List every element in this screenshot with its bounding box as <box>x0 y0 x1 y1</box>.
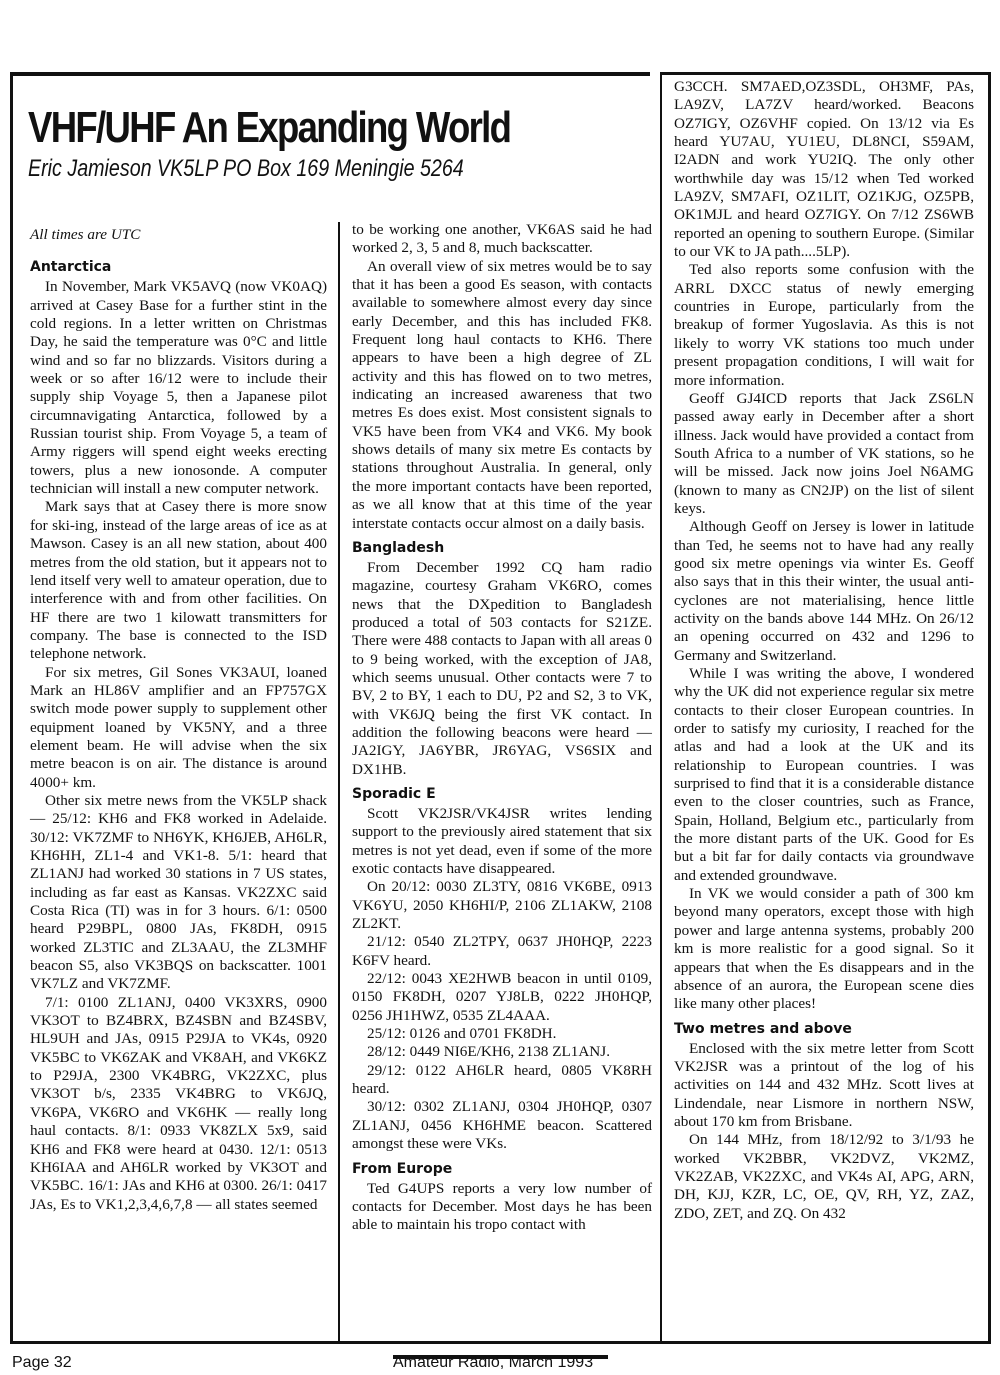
heading-from-europe: From Europe <box>352 1160 453 1177</box>
column-1 <box>30 226 327 1214</box>
paragraph: to be working one another, VK6AS said he had worked 2, 3, 5 and 8, much backscatter. <box>352 221 652 257</box>
paragraph: For six metres, Gil Sones VK3AUI, loaned Mark an HL86V amplifier and an FP757GX switch mode power supply to supplement other equipment loaned by VK5NY, and a three element beam. He will advise when the six metre beacon is on air. The distance is around 4000+ km. <box>30 663 327 791</box>
utc-note: All times are UTC <box>30 226 141 243</box>
article-byline: Eric Jamieson VK5LP PO Box 169 Meningie 5264 <box>28 155 464 182</box>
paragraph: Although Geoff on Jersey is lower in latitude than Ted, he seems not to have had any really good six metre openings via winter Es. Geoff also says that in this their winter, the usual anti-cyclones are not materialising, hence little activity on the bands above 144 MHz. On 26/12 an opening occurred on 432 and 1296 to Germany and Switzerland. <box>674 518 974 664</box>
paragraph: An overall view of six metres would be to say that it has been a good Es season, with contacts available to somewhere almost every day since early December, and this has included FK8. Frequent long haul contacts to KH6. There appears to have been a high degree of ZL activity and this has flowed on to two metres, indicating an increased awareness that two metres Es does exist. Most consistent signals to VK5 have been from VK4 and VK6. My book shows details of many six metre Es contacts by stations throughout Australia. In general, only the more important contacts have been reported, as we all know that at this time of the year interstate contacts occur almost on a daily basis. <box>352 257 652 532</box>
paragraph: Mark says that at Casey there is more snow for ski-ing, instead of the large areas of ice as at Mawson. Casey is an all new station, about 400 metres from the old station, but it appears not to lend itself very well to amateur operation, due to interference with and from other facilities. On HF there are two 1 kilowatt transmitters for company. The base is connected to the ISD telephone network. <box>30 498 327 663</box>
column-3 <box>674 78 974 1223</box>
heading-sporadic-e: Sporadic E <box>352 785 436 802</box>
frame-left-rule <box>10 72 13 1344</box>
paragraph: 25/12: 0126 and 0701 FK8DH. <box>367 1025 557 1043</box>
paragraph: Scott VK2JSR/VK4JSR writes lending support to the previously aired statement that six metres is not yet dead, even if some of the more exotic contacts have disappeared. <box>352 804 652 877</box>
paragraph: 30/12: 0302 ZL1ANJ, 0304 JH0HQP, 0307 ZL1ANJ, 0456 KH6HME beacon. Scattered amongst these were VKs. <box>352 1098 652 1153</box>
paragraph: In VK we would consider a path of 300 km beyond many operators, except those with high power and large antenna systems, probably 200 km is more realistic for a good signal. So it appears that when the Es disappears and in the absence of an aurora, the European scene dies like many other places! <box>674 885 974 1013</box>
paragraph: Other six metre news from the VK5LP shack — 25/12: KH6 and FK8 worked in Adelaide. 30/12: VK7ZMF to NH6YK, KH6JEB, AH6LR, KH6HH, ZL1-4 and VK1-8. 5/1: heard that ZL1ANJ had worked 30 stations in 7 US states, including as far east as Kansas. VK2ZXC said Costa Rica (TI) was in for 3 hours. 6/1: 0500 heard P29BPL, 0800 JAs, FK8DH, 0915 worked ZL3TIC and ZL3AAU, the ZL3MHF beacon S5, also VK3BQS on backscatter. 1001 VK7LZ and VK7ZMF. <box>30 791 327 993</box>
article-title: VHF/UHF An Expanding World <box>28 103 511 152</box>
paragraph: From December 1992 CQ ham radio magazine, courtesy Graham VK6RO, comes news that the DXpedition to Bangladesh produced a total of 503 contacts for S21ZE. There were 488 contacts to Japan with all areas 0 to 9 being worked, with the exception of JA8, which seems unusual. Other contacts were 7 to BV, 2 to BY, 1 each to DU, P2 and S2, 3 to VK, with VK6JQ being the first VK contact. In addition the following beacons were heard — JA2IGY, JA6YBR, JR6YAG, VS6SIX and DX1HB. <box>352 558 652 778</box>
paragraph: 7/1: 0100 ZL1ANJ, 0400 VK3XRS, 0900 VK3OT to BZ4BRX, BZ4SBN and BZ4SBV, HL9UH and JAs, 0915 P29JA to VK4s, 0920 VK5BC to VK6ZAK and VK8AH, and VK6KZ to P29JA, 2300 VK4BRG, VK2ZXC, plus VK3OT b/s, 2335 VK4BRG to VK6JQ, VK6PA, VK6RO and VK6HK — really long haul contacts. 8/1: 0933 VK8ZLX 5x9, said KH6 and FK8 were heard at 0430. 12/1: 0513 KH6IAA and AH6LR worked by VK3OT and VK5BC. 16/1: JAs and KH6 at 0300. 26/1: 0417 JAs, Es to VK1,2,3,4,6,7,8 — all states seemed <box>30 993 327 1213</box>
paragraph: Enclosed with the six metre letter from Scott VK2JSR was a printout of the log of his activities on 144 and 432 MHz. Scott lives at Lindendale, near Lismore in northern NSW, about 170 km from Brisbane. <box>674 1039 974 1130</box>
heading-antarctica: Antarctica <box>30 259 112 276</box>
paragraph: On 20/12: 0030 ZL3TY, 0816 VK6BE, 0913 VK6YU, 2050 KH6HI/P, 2106 ZL1AKW, 2108 ZL2KT. <box>352 878 652 933</box>
paragraph: In November, Mark VK5AVQ (now VK0AQ) arrived at Casey Base for a further stint in the cold regions. In a letter written on Christmas Day, he said the temperature was 0°C and little wind and so far no blizzards. Visitors during a week or so after 16/12 were to include their supply ship Voyage 5, then a Japanese pilot circumnavigating Antarctica, followed by a Russian tourist ship. From Voyage 5, a team of Army riggers will spend eight weeks erecting towers, plus a new ionosonde. A computer technician will install a new computer network. <box>30 278 327 498</box>
paragraph: 21/12: 0540 ZL2TPY, 0637 JH0HQP, 2223 K6FV heard. <box>352 933 652 969</box>
publication-line: Amateur Radio, March 1993 <box>393 1354 594 1371</box>
frame-right-rule <box>988 72 991 1344</box>
paragraph: Ted G4UPS reports a very low number of contacts for December. Most days he has been able to maintain his tropo contact with <box>352 1179 652 1234</box>
column-divider-2 <box>660 72 662 1342</box>
frame-top-rule <box>10 72 650 76</box>
article-header <box>28 102 648 184</box>
paragraph: 28/12: 0449 NI6E/KH6, 2138 ZL1ANJ. <box>367 1043 610 1061</box>
paragraph: G3CCH. SM7AED,OZ3SDL, OH3MF, PAs, LA9ZV, LA7ZV heard/worked. Beacons OZ7IGY, OZ6VHF copied. On 13/12 via Es heard YU7AU, YU1EU, DL8NCI, S59AM, I2ADN and work YU2IQ. The only other worthwhile day was 15/12 when Ted worked LA9ZV, SM7AFI, OZ1LIT, OZ1KJG, OZ5PB, OK1MJL and heard OZ7IGY. On 7/12 ZS6WB reported an opening to southern Europe. (Similar to our VK to JA path....5LP). <box>674 78 974 261</box>
frame-bottom-rule <box>10 1341 990 1344</box>
heading-two-metres: Two metres and above <box>674 1020 852 1037</box>
paragraph: While I was writing the above, I wondered why the UK did not experience regular six metre contacts to their closer European countries. In order to satisfy my curiosity, I reached for the atlas and had a look at the UK and its relationship to European countries. I was surprised to find that it is a considerable distance even to the closer countries, such as France, Spain, Holland, Belgium etc., particularly from the more distant parts of the UK. Good for Es but a bit far for daily contacts via groundwave and extended groundwave. <box>674 665 974 884</box>
paragraph: 29/12: 0122 AH6LR heard, 0805 VK8RH heard. <box>352 1061 652 1098</box>
column-divider-1 <box>338 222 340 1342</box>
paragraph: Ted also reports some confusion with the ARRL DXCC status of newly emerging countries in Europe, particularly from the breakup of former Yugoslavia. As this is not likely to worry VK stations too much under present propagation conditions, I will wait for more information. <box>674 261 974 389</box>
heading-bangladesh: Bangladesh <box>352 539 445 556</box>
paragraph: On 144 MHz, from 18/12/92 to 3/1/93 he worked VK2BBR, VK2DVZ, VK2MZ, VK2ZAB, VK2ZXC, and VK4s AI, APG, ARN, DH, KJJ, KZR, LC, OE, QV, RH, YZ, ZAZ, ZDO, ZET, and ZQ. On 432 <box>674 1131 974 1222</box>
frame-top-rule-right <box>660 72 990 75</box>
page-number: Page 32 <box>12 1354 72 1371</box>
paragraph: 22/12: 0043 XE2HWB beacon in until 0109, 0150 FK8DH, 0207 YJ8LB, 0222 JH0HQP, 0256 JH1HWZ, 0535 ZL4AAA. <box>352 970 652 1024</box>
paragraph: Geoff GJ4ICD reports that Jack ZS6LN passed away early in December after a short illness. Jack would have provided a contact from South Africa to a number of VK stations, so he will be missed. Jack now joins Joel N6AMG (known to many as CN2JP) on the list of silent keys. <box>674 389 974 517</box>
column-2 <box>352 221 652 1235</box>
